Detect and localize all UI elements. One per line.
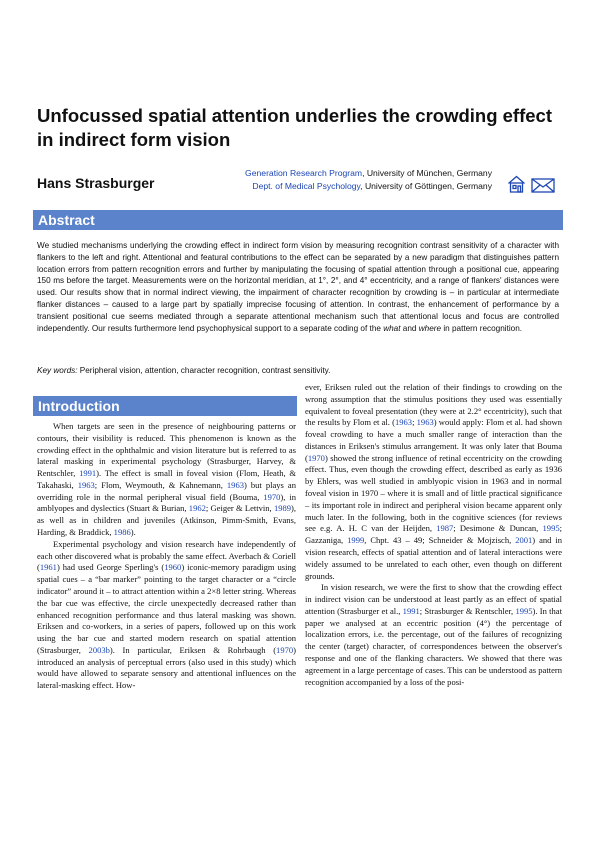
citation-link[interactable]: 2001: [515, 535, 533, 546]
body-paragraph-1: When targets are seen in the presence of neighbouring patterns or contours, their visibility is reduced. This phenomenon is known as the crowding effect in the ophthalmic and vision literature but is referred to as lateral masking in experimental psychology (Strasburger, Harvey, & Rentschler, 1991). The effect is small in foveal vision (Flom, Heath, & Takahaski, 1963; Flom, Weymouth, & Kahnemann, 1963) but plays an overriding role in the normal peripheral visual field (Bouma, 1970), in amblyopes and dyslectics (Stuart & Burian, 1962; Geiger & Lettvin, 1989), as well as in children and juveniles (Atkinson, Pimm-Smith, Evans, Harding, & Braddick, 1986).: [37, 421, 297, 538]
citation-link[interactable]: 1970: [276, 644, 294, 655]
keywords-label: Key words:: [37, 366, 78, 375]
left-column: [37, 421, 296, 692]
citation-link[interactable]: 1960: [164, 562, 182, 573]
citation-link[interactable]: 1989: [273, 503, 292, 514]
citation-link[interactable]: 1991: [402, 605, 420, 616]
citation-link[interactable]: 1995: [515, 605, 533, 616]
body-paragraph-3: ever, Eriksen ruled out the relation of their findings to crowding on the wrong assumption that the stimulus positions they used was essentially equivalent to foveal presentation (they were at 2.2° eccentricity), such that the results by Flom et al. (1963; 1963) would apply: Flom et al. had shown foveal crowding to have a much smaller range of interaction than the distances in Eriksen's stimulus arrangement. It was only later that Bouma (1970) showed the strong influence of retinal eccentricity on the crowding effect. Thus, even though the crowding effect, described as early as 1936 by Ehlers, was well studied in amblyopic vision in 1963 and in normal foveal vision in 1970 – where it is small and of little practical significance – its important role in indirect and peripheral vision became apparent only much later. In the following, both in the cognitive sciences (for reviews see e.g. A. H. C van der Heijden, 1987; Desimone & Duncan, 1995; Gazzaniga, 1999, Chpt. 43 – 49; Schneider & Mojzisch, 2001) and in vision research, effects of spatial attention and of lateral interactions were widely assumed to be unrelated to each other, even though on different grounds.: [305, 382, 563, 581]
keywords: [37, 366, 559, 375]
introduction-heading: Introduction: [33, 396, 297, 416]
citation-link[interactable]: 1995: [542, 523, 560, 534]
citation-link[interactable]: 1987: [436, 523, 454, 534]
citation-link[interactable]: 1963: [416, 417, 434, 428]
body-paragraph-2: Experimental psychology and vision research have independently of each other discovered what is probably the same effect. Averbach & Coriell (1961) had used George Sperling's (1960) iconic-memory paradigm using spatial cues – a “bar marker” pointing to the target character or a “circle indicator” around it – to attract attention within a 2×8 letter string. Whereas the bar cue was effective, the circle unexpectedly decreased rather than enhanced recognition performance and thus lateral masking was shown. Eriksen and co-workers, in a series of papers, followed up on this work using the bar cue and started modern research on spatial attention (Strasburger, 2003b). In particular, Eriksen & Rohrbaugh (1970) introduced an analysis of perceptual errors (also used in this study) which would have allowed to separate sensory and attentional influences on the lateral-masking effect. How-: [37, 538, 297, 691]
citation-link[interactable]: 1961: [39, 562, 57, 573]
citation-link[interactable]: 1970: [263, 491, 281, 502]
citation-link[interactable]: 1963: [77, 479, 95, 490]
citation-link[interactable]: 1991: [79, 468, 97, 479]
citation-link[interactable]: 1963: [394, 417, 413, 428]
citation-link[interactable]: 1986: [113, 527, 131, 538]
body-paragraph-4: In vision research, we were the first to show that the crowding effect in indirect vision can be understood at least partly as an effect of spatial attention (Strasburger et al., 1991; Strasburger & Rentschler, 1995). In that paper we analysed at an eccentric position (4°) the percentage of localization errors, i.e. the percentage, out of the failures of recognizing the center (target) character, of correspondences between the observer's response and one of the flanking characters. We showed that there was agreement in a large percentage of cases. This can be understood as pattern recognition accompanied by a loss of the posi-: [305, 582, 562, 687]
author-name: Hans Strasburger: [37, 175, 155, 191]
affiliation-link-2[interactable]: Dept. of Medical Psychology: [252, 180, 361, 191]
affiliation-link-1[interactable]: Generation Research Program: [245, 168, 363, 178]
citation-link[interactable]: 1970: [307, 452, 325, 463]
citation-link[interactable]: 2003b: [88, 644, 110, 655]
citation-link[interactable]: 1962: [188, 503, 206, 514]
contact-icons: [507, 175, 555, 193]
affiliations: [245, 167, 492, 192]
citation-link[interactable]: 1963: [226, 479, 244, 490]
home-icon[interactable]: [509, 177, 525, 193]
affiliation-2: Dept. of Medical Psychology, University of Göttingen, Germany: [252, 180, 492, 191]
right-column: [305, 382, 562, 688]
mail-icon[interactable]: [532, 179, 554, 192]
affiliation-1: Generation Research Program, University of München, Germany: [245, 168, 492, 178]
paper-title: Unfocussed spatial attention underlies the crowding effect in indirect form vision: [37, 105, 552, 150]
citation-link[interactable]: 1999: [347, 535, 365, 546]
abstract-heading: Abstract: [33, 210, 563, 230]
keywords-list: Peripheral vision, attention, character recognition, contrast sensitivity.: [77, 366, 331, 375]
abstract-text: We studied mechanisms underlying the crowding effect in indirect form vision by measuring recognition contrast sensitivity of a character with flankers to the left and right. Attentional and featural contributions to the effect can be separated by a new paradigm that distinguishes pattern location errors from pattern recognition errors and further by manipulating the focusing of spatial attention through a positional cue, appearing 150 ms before the target. Measurements were on the horizontal meridian, at 1°, 2°, and 4° eccentricity, and a range of flankers' distances were used. Our results show that in normal indirect viewing, the impairment of character recognition by crowding is – in particular at intermediate flanker distances – caused to a large part by spatially imprecise focusing of attention. In contrast, the enhancement of performance by a transient positional cue seems mediated through a separate attentional mechanism such that attentional locus and focus are controlled independently. Our results furthermore lend psychophysical support to a separate coding of the what and where in pattern recognition.: [37, 241, 559, 333]
